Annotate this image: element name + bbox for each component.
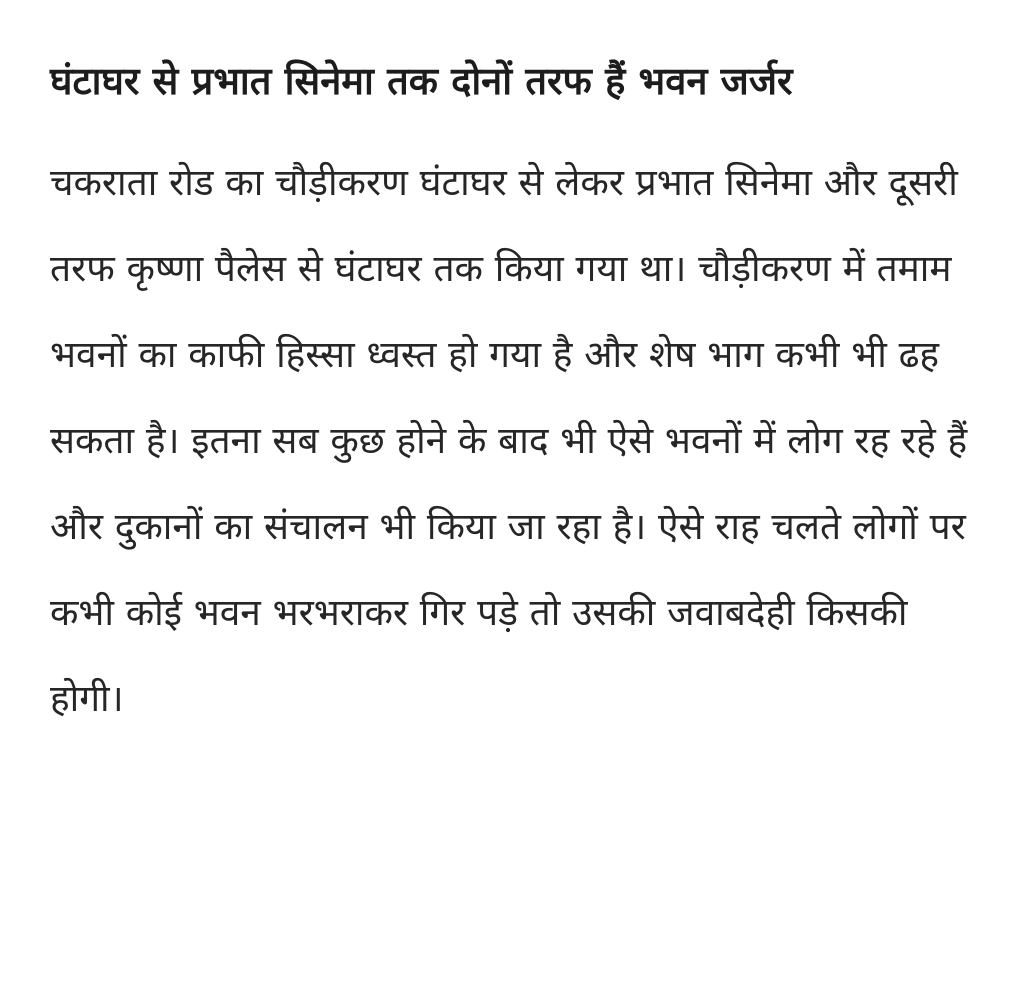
article-headline: घंटाघर से प्रभात सिनेमा तक दोनों तरफ हैं भवन जर्जर [50, 59, 793, 103]
article [50, 36, 980, 742]
article-paragraph: चकराता रोड का चौड़ीकरण घंटाघर से लेकर प्रभात सिनेमा और दूसरी तरफ कृष्णा पैलेस से घंटाघर तक किया गया था। चौड़ीकरण में तमाम भवनों का काफी हिस्सा ध्वस्त हो गया है और शेष भाग कभी भी ढह सकता है। इतना सब कुछ होने के बाद भी ऐसे भवनों में लोग रह रहे हैं और दुकानों का संचालन भी किया जा रहा है। ऐसे राह चलते लोगों पर कभी कोई भवन भरभराकर गिर पड़े तो उसकी जवाबदेही किसकी होगी। [50, 161, 968, 720]
